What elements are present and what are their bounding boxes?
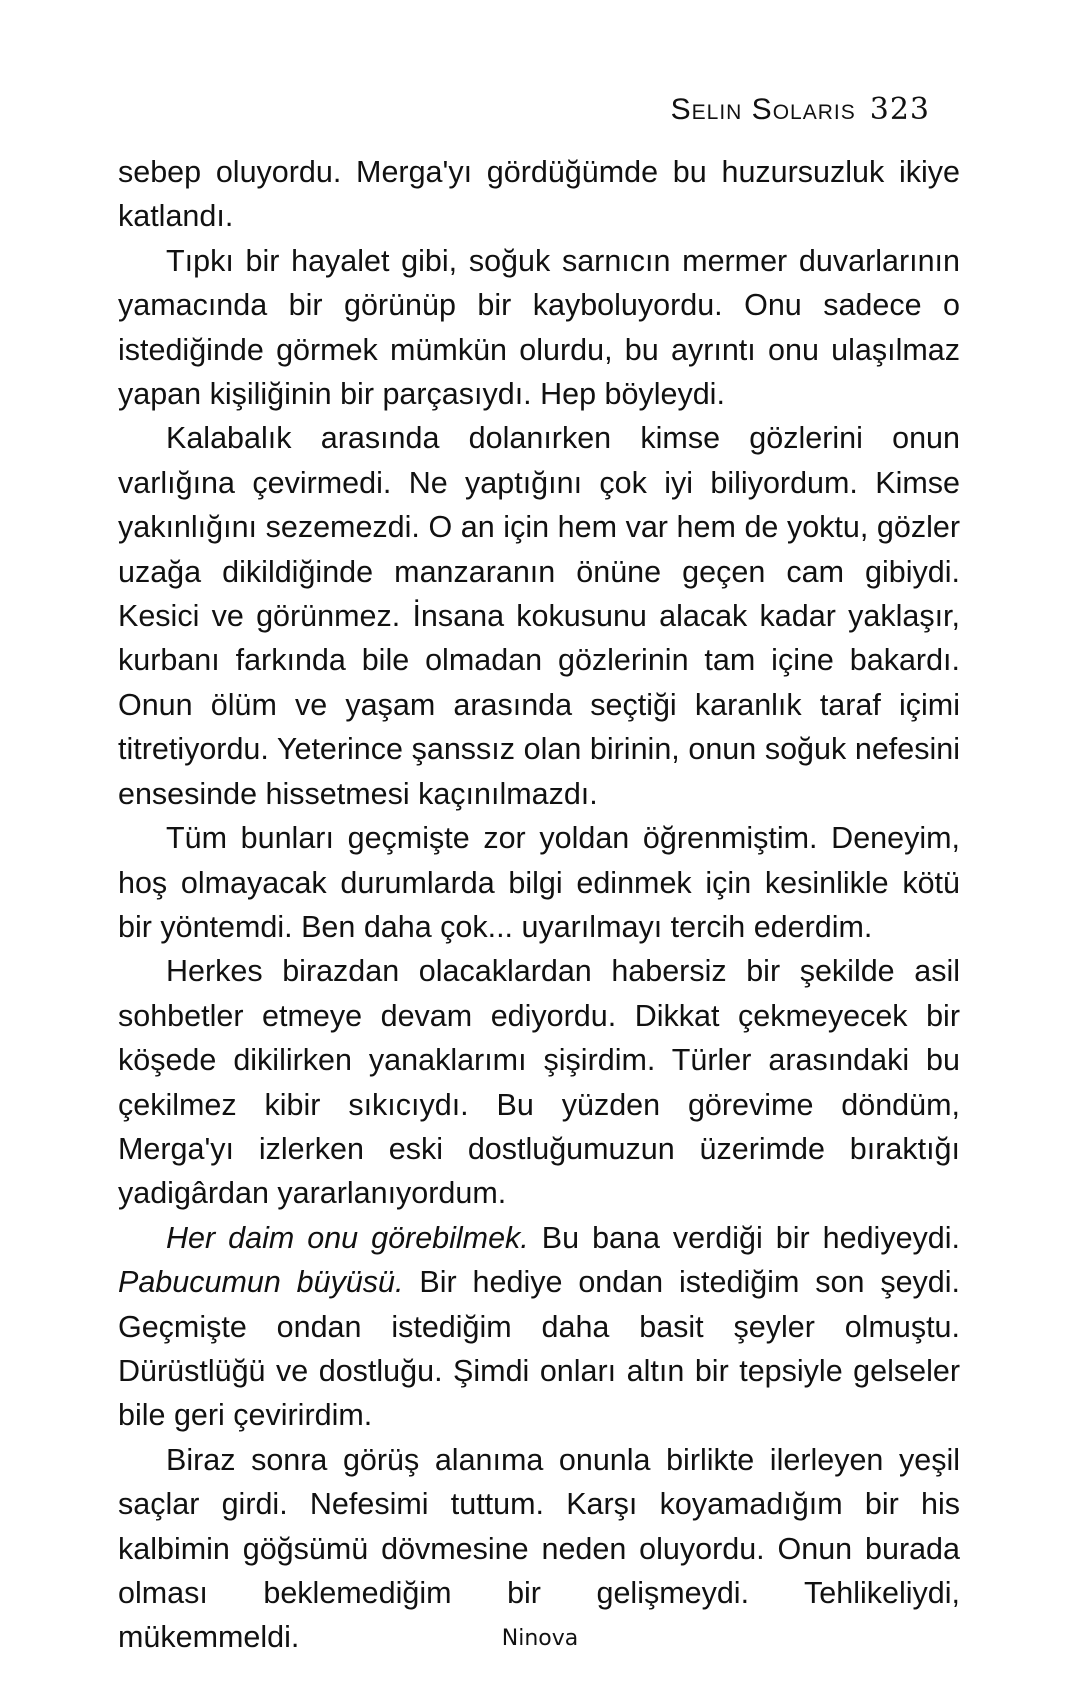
paragraph-4: Tüm bunları geçmişte zor yoldan öğrenmiştim. Deneyim, hoş olmayacak durumlarda bilgi edinmek için kesinlikle kötü bir yöntemdi. Ben daha çok... uyarılmayı tercih ederdim.: [118, 821, 960, 944]
paragraph-6: [118, 1216, 960, 1438]
paragraph-5: Herkes birazdan olacaklardan habersiz bir şekilde asil sohbetler etmeye devam ediyordu. Dikkat çekmeyecek bir köşede dikilirken yanaklarımı şişirdim. Türler arasındaki bu çekilmez kibir sıkıcıydı. Bu yüzden görevime döndüm, Merga'yı izlerken eski dostluğumuzun üzerimde bıraktığı yadigârdan yararlanıyordum.: [118, 954, 960, 1211]
page-number: 323: [869, 92, 930, 127]
running-head: [671, 92, 930, 127]
paragraph-7: Biraz sonra görüş alanıma onunla birlikte ilerleyen yeşil saçlar girdi. Nefesimi tuttum. Karşı koyamadığım bir his kalbimin göğsümü dövmesine neden oluyordu. Onun burada olması beklemediğim bir gelişmeydi. Tehlikeliydi, mükemmeldi.: [118, 1442, 960, 1655]
body-text: [118, 150, 960, 1660]
paragraph-2: Tıpkı bir hayalet gibi, soğuk sarnıcın mermer duvarlarının yamacında bir görünüp bir kayboluyordu. Onu sadece o istediğinde görmek mümkün olurdu, bu ayrıntı onu ulaşılmaz yapan kişiliğinin bir parçasıydı. Hep böyleydi.: [118, 243, 960, 412]
running-title: Selin Solaris: [670, 93, 856, 126]
publisher-footer: Ninova: [501, 1626, 579, 1651]
paragraph-3: Kalabalık arasında dolanırken kimse gözlerini onun varlığına çevirmedi. Ne yaptığını çok iyi biliyordum. Kimse yakınlığını sezemezdi. O an için hem var hem de yoktu, gözler uzağa dikildiğinde manzaranın önüne geçen cam gibiydi. Kesici ve görünmez. İnsana kokusunu alacak kadar yaklaşır, kurbanı farkında bile olmadan gözlerinin tam içine bakardı. Onun ölüm ve yaşam arasında seçtiği karanlık taraf içimi titretiyordu. Yeterince şanssız olan birinin, onun soğuk nefesini ensesinde hissetmesi kaçınılmazdı.: [118, 421, 960, 811]
paragraph-6-text-2: Bir hediye ondan istediğim son şeydi. Geçmişte ondan istediğim daha basit şeyler olmuştu. Dürüstlüğü ve dostluğu. Şimdi onları altın bir tepsiyle gelseler bile geri çevirirdim.: [118, 1265, 960, 1433]
paragraph-1: sebep oluyordu. Merga'yı gördüğümde bu huzursuzluk ikiye katlandı.: [118, 155, 960, 234]
paragraph-6-text-1: Bu bana verdiği bir hediyeydi.: [528, 1220, 960, 1255]
italic-phrase-1: Her daim onu görebilmek.: [166, 1220, 529, 1255]
italic-phrase-2: Pabucumun büyüsü.: [118, 1265, 404, 1300]
